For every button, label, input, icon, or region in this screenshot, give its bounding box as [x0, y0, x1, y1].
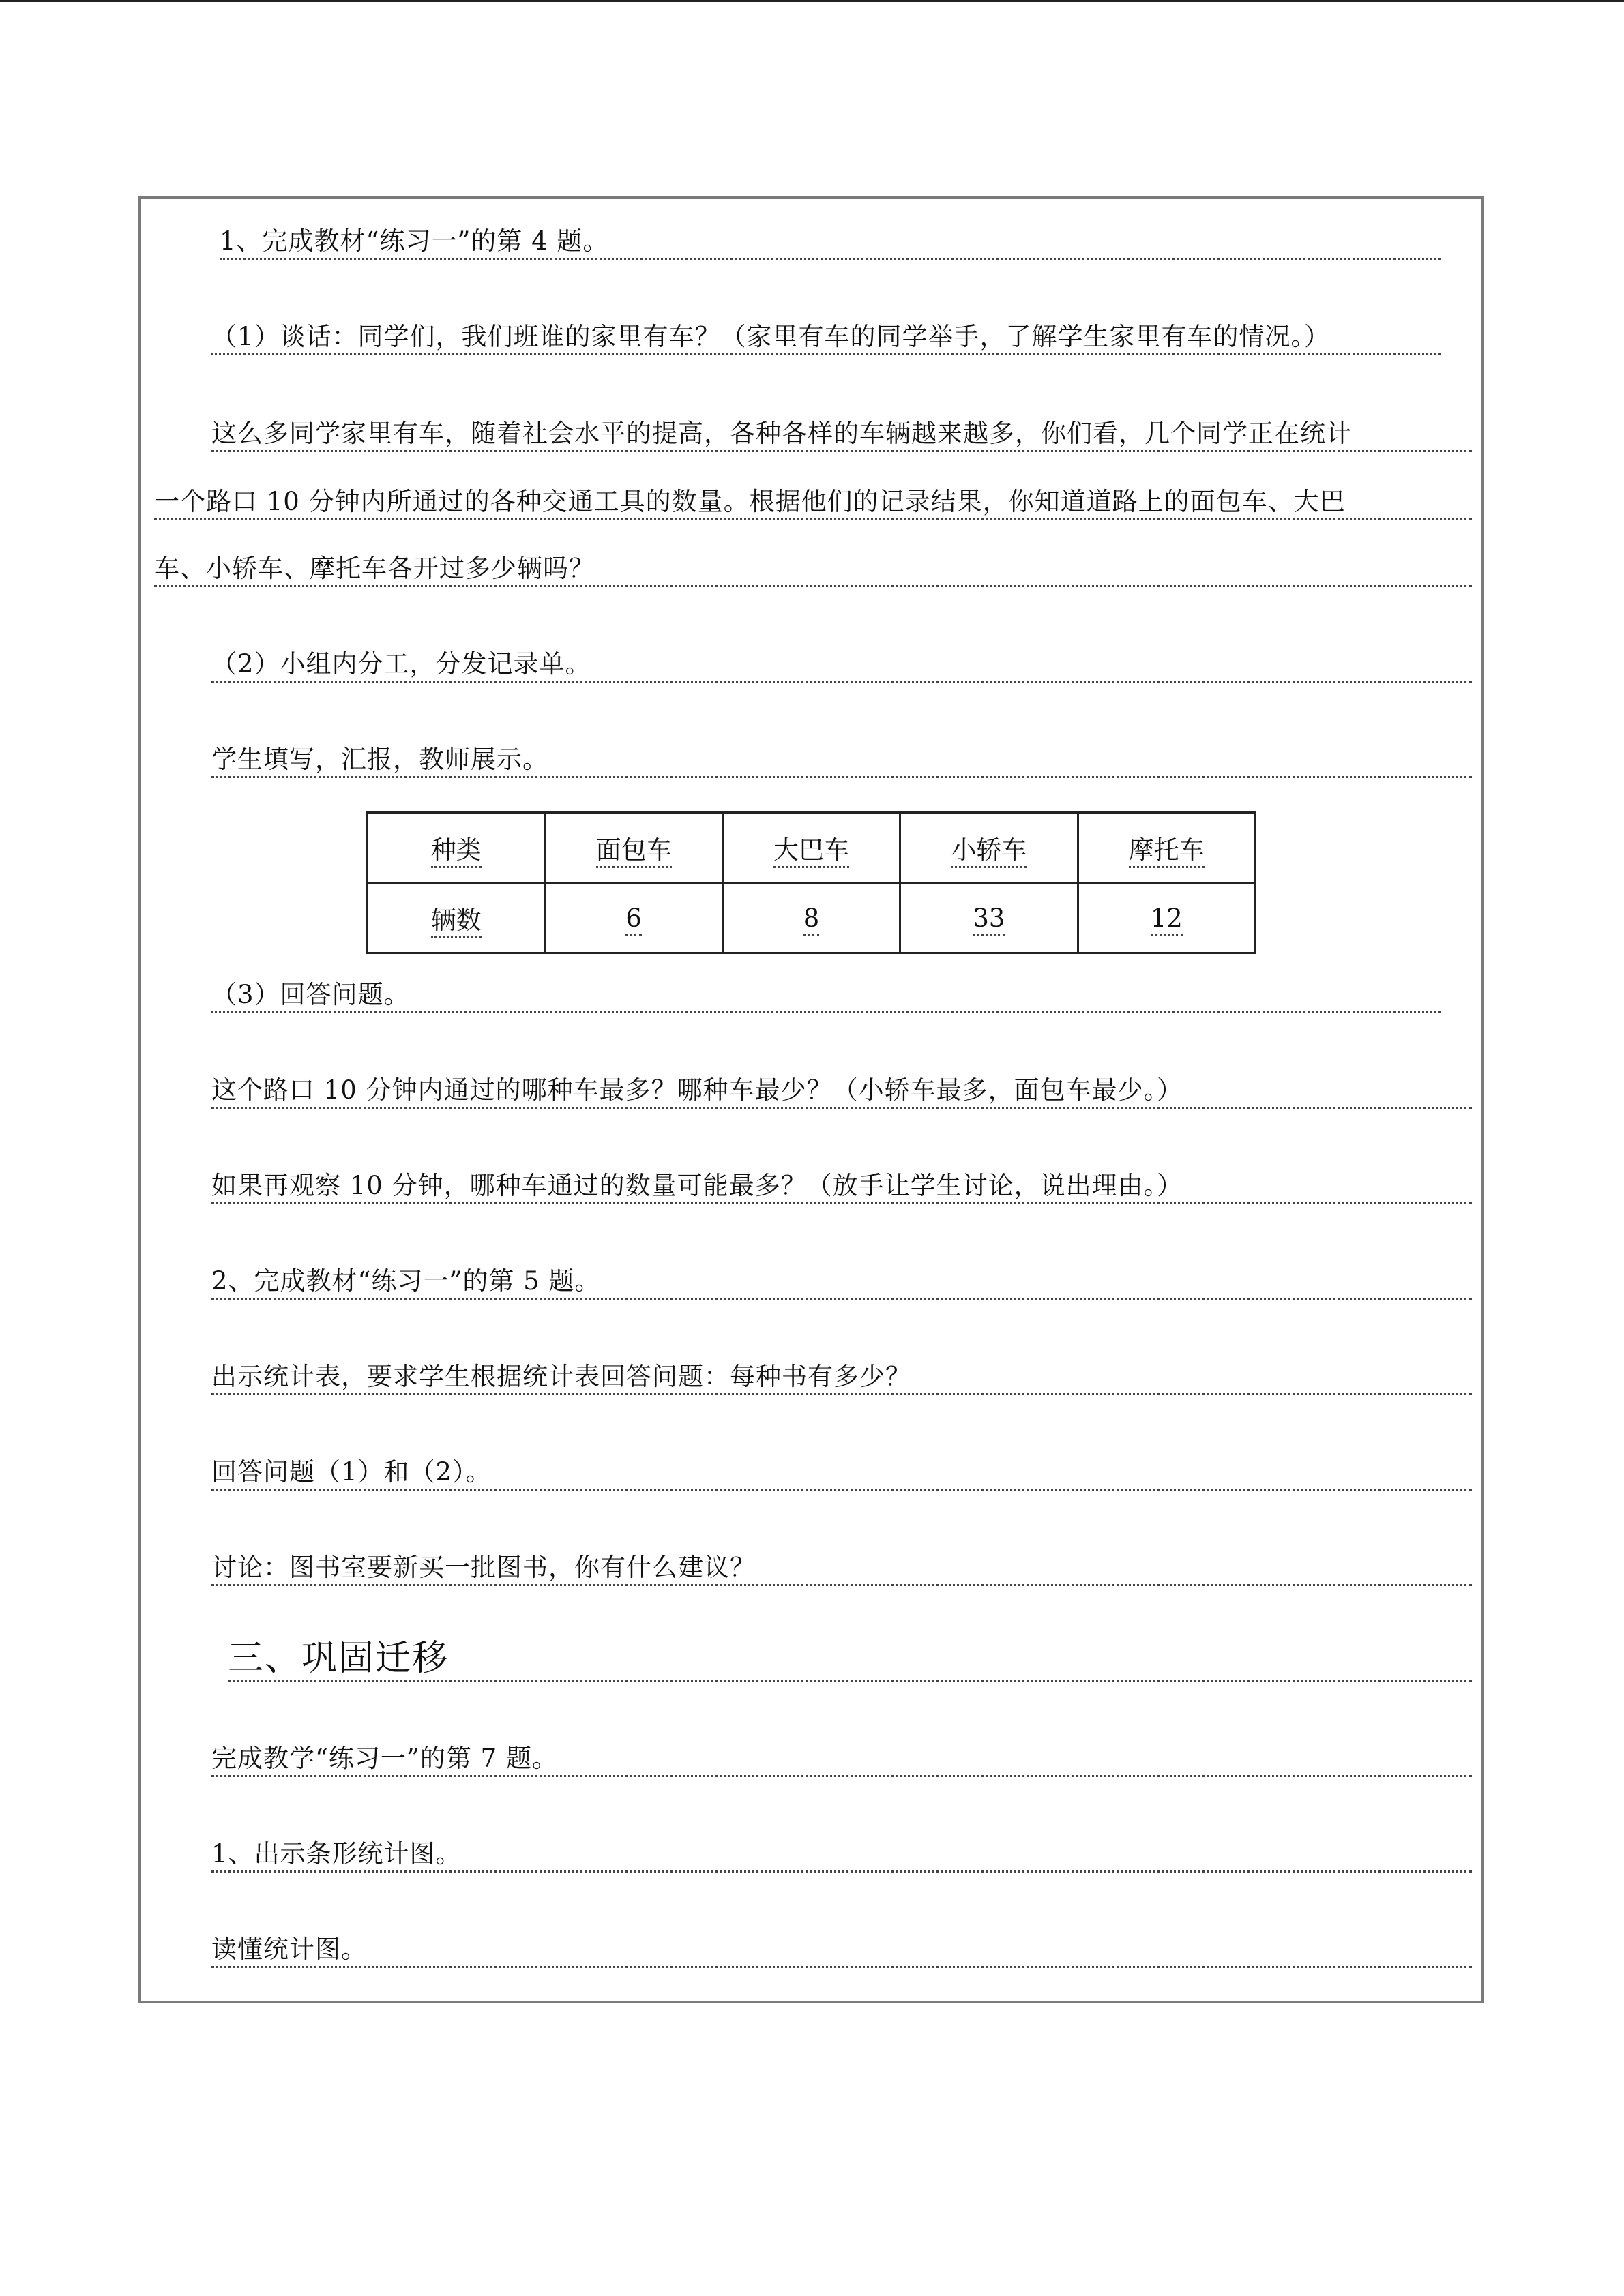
paragraph-line-2: 一个路口 10 分钟内所通过的各种交通工具的数量。根据他们的记录结果，你知道道路上的面包车、大巴: [154, 486, 1472, 520]
question-observe-again: 如果再观察 10 分钟，哪种车通过的数量可能最多？（放手让学生讨论，说出理由。）: [211, 1169, 1472, 1204]
table-cell: 大巴车: [722, 813, 900, 883]
discussion: 讨论：图书室要新买一批图书，你有什么建议？: [211, 1551, 1472, 1586]
table-cell: 面包车: [545, 813, 722, 883]
section-heading: 三、巩固迁移: [228, 1637, 1472, 1682]
paragraph-line-3: 车、小轿车、摩托车各开过多少辆吗？: [154, 552, 1472, 587]
table-row: [368, 883, 1256, 953]
table-cell: 8: [722, 883, 900, 953]
table-cell: 6: [545, 883, 722, 953]
table-cell: 辆数: [368, 883, 545, 953]
exercise-7-title: 完成教学“练习一”的第 7 题。: [211, 1742, 1472, 1777]
step-1-talk: （1）谈话：同学们，我们班谁的家里有车？（家里有车的同学举手，了解学生家里有车的情况。）: [211, 320, 1441, 355]
show-stat-table: 出示统计表，要求学生根据统计表回答问题：每种书有多少？: [211, 1360, 1472, 1395]
table-cell: 小轿车: [900, 813, 1078, 883]
question-most-least: 这个路口 10 分钟内通过的哪种车最多？哪种车最少？（小轿车最多，面包车最少。）: [211, 1074, 1472, 1109]
table-cell: 摩托车: [1078, 813, 1255, 883]
table-cell: 种类: [368, 813, 545, 883]
table-header-row: [368, 813, 1256, 883]
exercise-1-title: 1、完成教材“练习一”的第 4 题。: [220, 225, 1441, 260]
show-bar-chart: 1、出示条形统计图。: [211, 1838, 1472, 1873]
step-3-answer: （3）回答问题。: [211, 979, 1441, 1013]
student-fill-report: 学生填写，汇报，教师展示。: [211, 743, 1472, 778]
answer-questions: 回答问题（1）和（2）。: [211, 1456, 1472, 1491]
vehicle-count-table: [366, 811, 1256, 954]
table-cell: 12: [1078, 883, 1255, 953]
exercise-2-title: 2、完成教材“练习一”的第 5 题。: [211, 1265, 1472, 1300]
paragraph-line-1: 这么多同学家里有车，随着社会水平的提高，各种各样的车辆越来越多，你们看，几个同学正在统计: [211, 417, 1472, 452]
step-2-grouping: （2）小组内分工，分发记录单。: [211, 648, 1472, 683]
read-chart: 读懂统计图。: [211, 1933, 1472, 1968]
table-cell: 33: [900, 883, 1078, 953]
page-top-rule: [0, 0, 1624, 2]
